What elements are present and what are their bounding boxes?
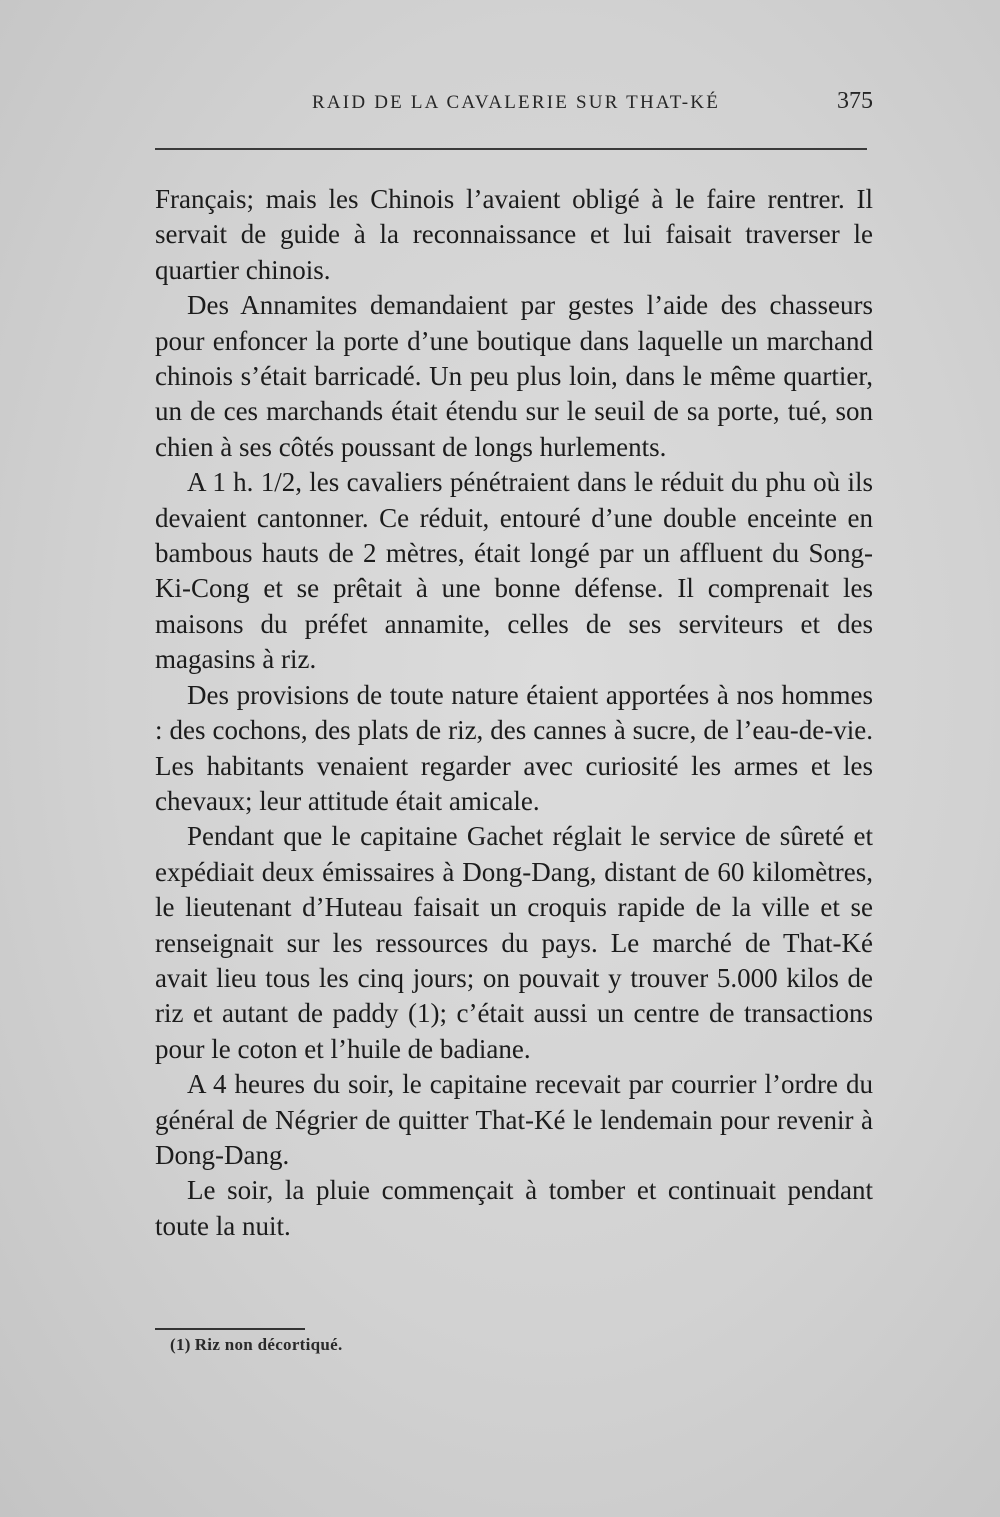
footnote-mark: (1) (170, 1335, 191, 1354)
paragraph-2: Des Annamites demandaient par gestes l’aide des chasseurs pour enfoncer la porte d’une boutique dans laquelle un marchand chinois s’était barricadé. Un peu plus loin, dans le même quartier, un de ces marchands était étendu sur le seuil de sa porte, tué, son chien à ses côtés poussant de longs hurlements. (155, 290, 873, 462)
footnote-text: Riz non décortiqué. (194, 1335, 343, 1354)
body-text (155, 182, 873, 1244)
paragraph-6: A 4 heures du soir, le capitaine recevait par courrier l’ordre du général de Négrier de quitter That-Ké le lendemain pour revenir à Dong-Dang. (155, 1069, 873, 1170)
running-title: RAID DE LA CAVALERIE SUR THAT-KÉ (312, 92, 721, 113)
paragraph-4: Des provisions de toute nature étaient apportées à nos hommes : des cochons, des plats de riz, des cannes à sucre, de l’eau-de-vie. Les habitants venaient regarder avec curiosité les armes et les chevaux; leur attitude était amicale. (155, 679, 873, 816)
paragraph-5: Pendant que le capitaine Gachet réglait le service de sûreté et expédiait deux émissaires à Dong-Dang, distant de 60 kilomètres, le lieutenant d’Huteau faisait un croquis rapide de la ville et se renseignait sur les ressources du pays. Le marché de That-Ké avait lieu tous les cinq jours; on pouvait y trouver 5.000 kilos de riz et autant de paddy (1); c’était aussi un centre de transactions pour le coton et l’huile de badiane. (155, 821, 873, 1064)
header-rule (155, 148, 867, 150)
page-number: 375 (837, 88, 873, 114)
paragraph-3: A 1 h. 1/2, les cavaliers pénétraient dans le réduit du phu où ils devaient cantonner. Ce réduit, entouré d’une double enceinte en bambous hauts de 2 mètres, était longé par un affluent du Song-Ki-Cong et se prêtait à une bonne défense. Il comprenait les maisons du préfet annamite, celles de ses serviteurs et des magasins à riz. (155, 467, 873, 675)
footnote-rule (155, 1328, 305, 1330)
footnote (170, 1335, 343, 1355)
paragraph-1: Français; mais les Chinois l’avaient obligé à le faire rentrer. Il servait de guide à la reconnaissance et lui faisait traverser le quartier chinois. (155, 184, 873, 285)
page-header (0, 88, 1000, 132)
paragraph-7: Le soir, la pluie commençait à tomber et continuait pendant toute la nuit. (155, 1175, 873, 1241)
